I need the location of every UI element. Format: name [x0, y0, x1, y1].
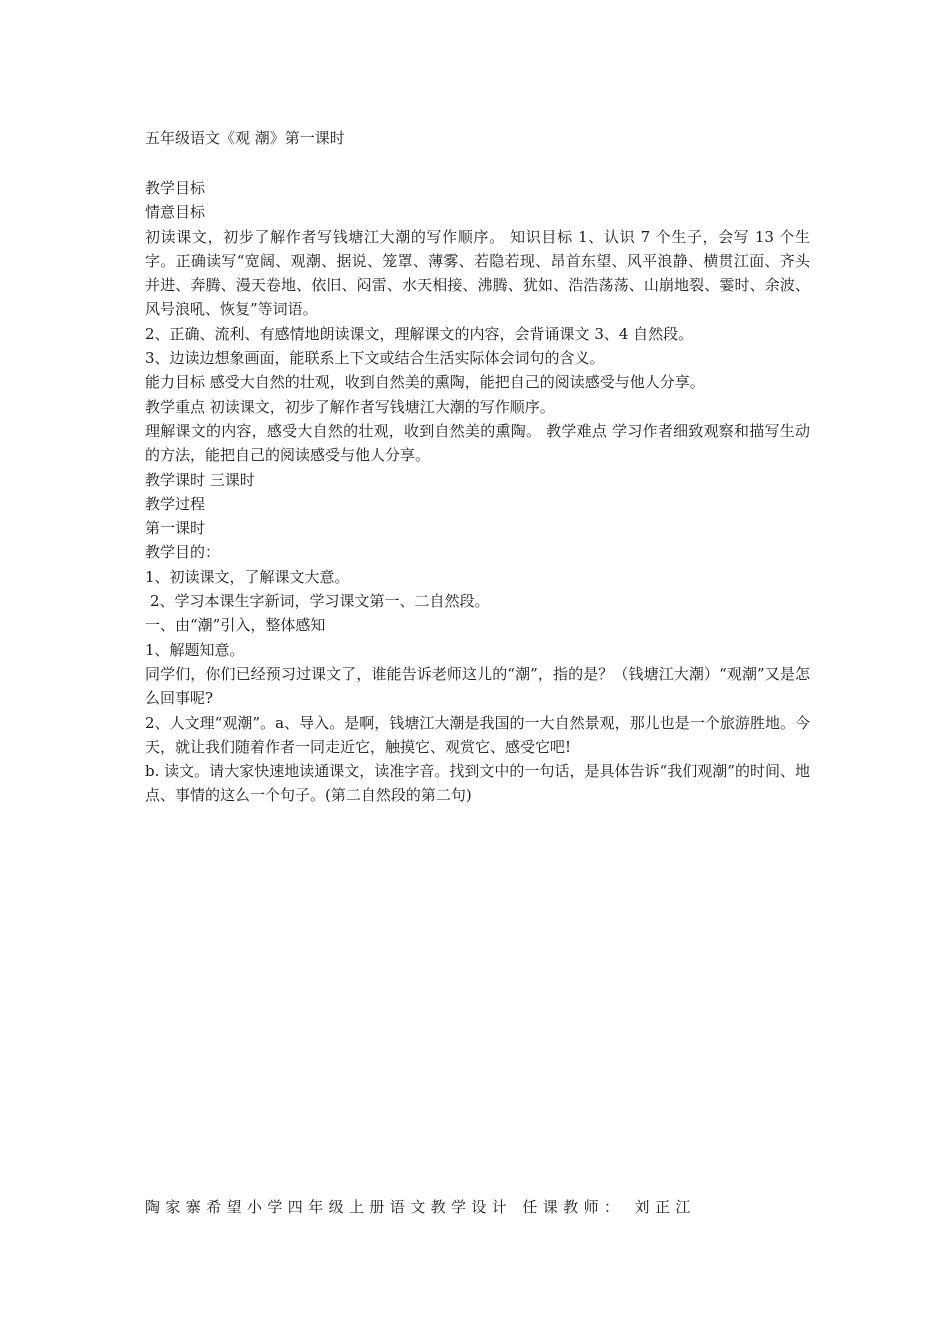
paragraph: 2、人文理“观潮”。a、导入。是啊，钱塘江大潮是我国的一大自然景观，那儿也是一个旅游胜地。今天，就让我们随着作者一同走近它，触摸它、观赏它、感受它吧! [145, 713, 810, 756]
paragraph: 3、边读边想象画面，能联系上下文或结合生活实际体会词句的含义。 [145, 349, 605, 368]
paragraph: 能力目标 感受大自然的壮观，收到自然美的熏陶，能把自己的阅读感受与他人分享。 [145, 373, 705, 392]
paragraph: 2、正确、流利、有感情地朗读课文，理解课文的内容，会背诵课文 3、4 自然段。 [145, 324, 694, 343]
paragraph: 同学们，你们已经预习过课文了，谁能告诉老师这儿的“潮”，指的是？（钱塘江大潮）“观潮”又是怎么回事呢? [145, 664, 810, 708]
paragraph: 1、解题知意。 [145, 640, 245, 659]
paragraph: 初读课文，初步了解作者写钱塘江大潮的写作顺序。 知识目标 1、认识 7 个生子，会写 13 个生字。正确读写“宽阔、观潮、据说、笼罩、薄雾、若隐若现、昂首东望、风平浪静、横贯江面、齐头并进、奔腾、漫天卷地、依旧、闷雷、水天相接、沸腾、犹如、浩浩荡荡、山崩地裂、霎时、余波、风号浪吼、恢复”等词语。 [145, 227, 810, 319]
document-body [145, 176, 810, 808]
paragraph: b. 读文。请大家快速地读通课文，读准字音。找到文中的一句话，是具体告诉“我们观潮”的时间、地点、事情的这么一个句子。(第二自然段的第二句) [145, 762, 810, 805]
paragraph: 第一课时 [145, 519, 206, 538]
paragraph: 教学重点 初读课文，初步了解作者写钱塘江大潮的写作顺序。 [145, 397, 555, 416]
document-footer: 陶家寨希望小学四年级上册语文教学设计 任课教师： 刘正江 [145, 1198, 696, 1216]
paragraph: 教学目标 [145, 179, 206, 197]
paragraph: 教学过程 [145, 494, 206, 513]
paragraph: 一、由“潮”引入，整体感知 [145, 616, 326, 635]
paragraph: 理解课文的内容，感受大自然的壮观，收到自然美的熏陶。 教学难点 学习作者细致观察和描写生动的方法，能把自己的阅读感受与他人分享。 [145, 421, 810, 465]
paragraph: 2、学习本课生字新词，学习课文第一、二自然段。 [150, 592, 490, 611]
paragraph: 教学课时 三课时 [145, 470, 255, 489]
document-title: 五年级语文《观 潮》第一课时 [145, 129, 345, 147]
paragraph: 情意目标 [145, 203, 206, 222]
paragraph: 1、初读课文，了解课文大意。 [145, 567, 350, 586]
paragraph: 教学目的： [145, 543, 221, 562]
